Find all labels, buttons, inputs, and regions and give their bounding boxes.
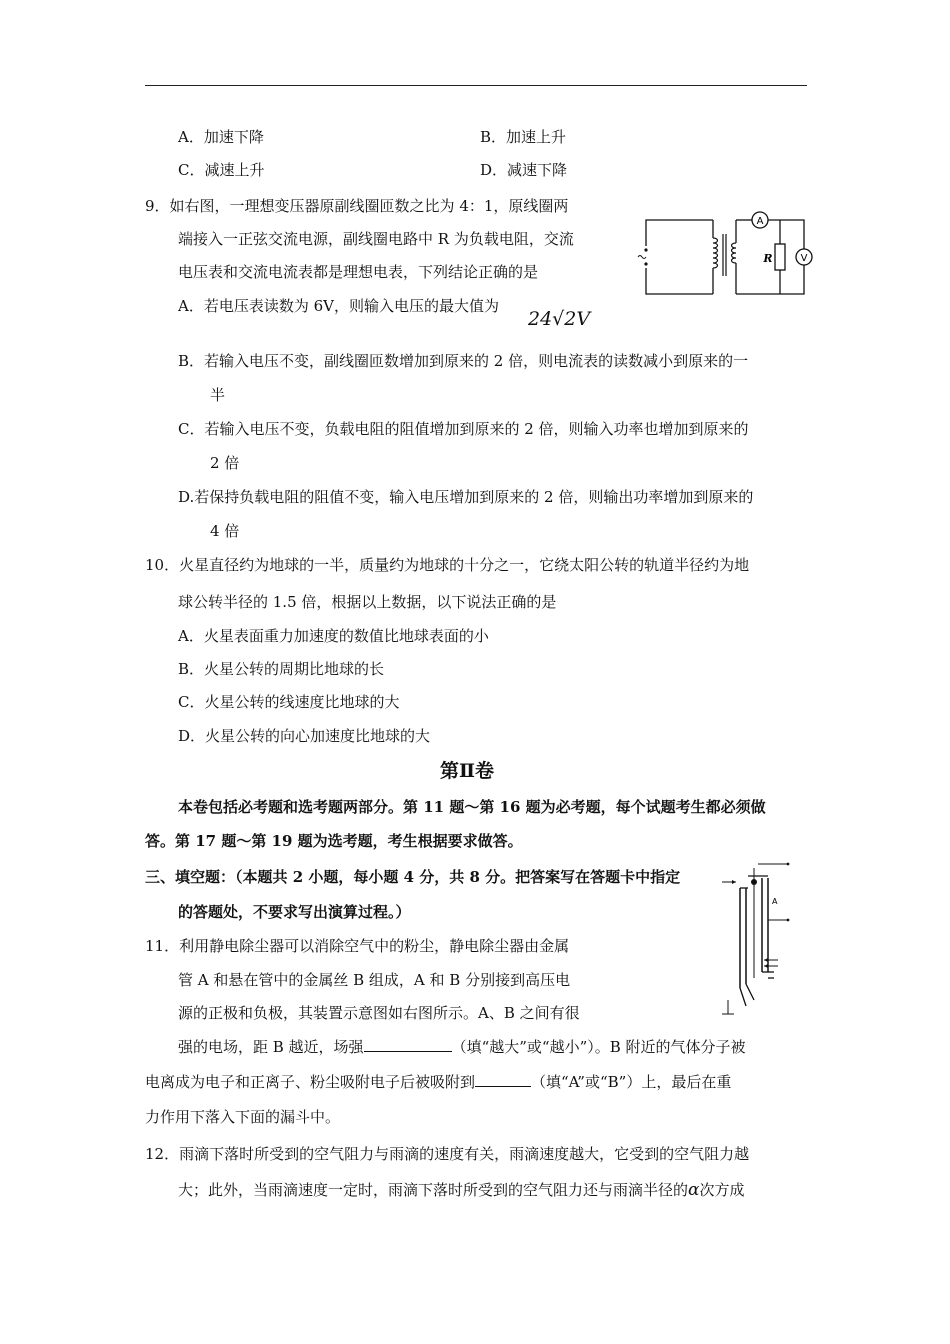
q8-option-d: D．减速下降 bbox=[480, 161, 568, 179]
resistor-icon bbox=[775, 244, 785, 270]
q12-line-1: 12．雨滴下落时所受到的空气阻力与雨滴的速度有关，雨滴速度越大，它受到的空气阻力越 bbox=[145, 1145, 750, 1163]
q10-option-b: B．火星公转的周期比地球的长 bbox=[178, 660, 385, 678]
alpha-symbol: α bbox=[688, 1180, 700, 1200]
q8-option-a: A．加速下降 bbox=[178, 128, 264, 146]
resistor-label: R bbox=[763, 252, 773, 265]
part-3-heading-line-2: 的答题处，不要求写出演算过程。） bbox=[178, 903, 411, 921]
section-2-title: 第Ⅱ卷 bbox=[440, 760, 495, 782]
q11-line-4 bbox=[178, 1037, 746, 1057]
q11-line-4-text-b: （填“越大”或“越小”）。B 附近的气体分子被 bbox=[451, 1038, 746, 1056]
q9-option-c-line-1: C．若输入电压不变，负载电阻的阻值增加到原来的 2 倍，则输入功率也增加到原来的 bbox=[178, 420, 749, 438]
q9-stem-line-3: 电压表和交流电流表都是理想电表，下列结论正确的是 bbox=[178, 263, 539, 281]
q9-option-a-formula: 24√2V bbox=[528, 308, 591, 330]
q9-stem-line-1: 9．如右图，一理想变压器原副线圈匝数之比为 4：1，原线圈两 bbox=[145, 197, 569, 215]
q10-option-a: A．火星表面重力加速度的数值比地球表面的小 bbox=[178, 627, 489, 645]
q10-option-d: D．火星公转的向心加速度比地球的大 bbox=[178, 727, 431, 745]
q9-stem-line-2: 端接入一正弦交流电源，副线圈电路中 R 为负载电阻，交流 bbox=[178, 230, 574, 248]
q10-option-c: C．火星公转的线速度比地球的大 bbox=[178, 693, 400, 711]
electrostatic-precipitator-figure bbox=[718, 860, 798, 1020]
q11-answer-blank-2[interactable] bbox=[475, 1072, 531, 1087]
q11-answer-blank-1[interactable] bbox=[364, 1037, 452, 1052]
q11-line-2: 管 A 和悬在管中的金属丝 B 组成，A 和 B 分别接到高压电 bbox=[178, 971, 571, 989]
part-3-heading-line-1: 三、填空题：（本题共 2 小题，每小题 4 分，共 8 分。把答案写在答题卡中指定 bbox=[145, 868, 681, 886]
q11-line-6: 力作用下落入下面的漏斗中。 bbox=[145, 1108, 341, 1126]
q9-option-c-line-2: 2 倍 bbox=[210, 454, 240, 472]
q9-option-a: A．若电压表读数为 6V，则输入电压的最大值为 bbox=[178, 297, 499, 315]
section-2-intro-line-2: 答。第 17 题～第 19 题为选考题，考生根据要求做答。 bbox=[145, 832, 523, 850]
header-rule bbox=[145, 85, 807, 86]
section-2-intro-line-1: 本卷包括必考题和选考题两部分。第 11 题～第 16 题为必考题，每个试题考生都必须做 bbox=[178, 798, 766, 816]
q10-stem-line-1: 10．火星直径约为地球的一半，质量约为地球的十分之一，它绕太阳公转的轨道半径约为地 bbox=[145, 556, 750, 574]
q11-line-5 bbox=[145, 1072, 731, 1092]
q11-line-5-text-b: （填“A”或“B”）上，最后在重 bbox=[531, 1073, 732, 1091]
q12-line-2-text-a: 大；此外，当雨滴速度一定时，雨滴下落时所受到的空气阻力还与雨滴半径的 bbox=[178, 1181, 689, 1199]
ammeter-label: A bbox=[756, 216, 764, 227]
q11-line-5-text-a: 电离成为电子和正离子、粉尘吸附电子后被吸附到 bbox=[145, 1073, 476, 1091]
q9-option-d-line-2: 4 倍 bbox=[210, 522, 240, 540]
q11-line-3: 源的正极和负极，其装置示意图如右图所示。A、B 之间有很 bbox=[178, 1004, 580, 1022]
q12-line-2-text-b: 次方成 bbox=[699, 1181, 745, 1199]
q11-line-1: 11．利用静电除尘器可以消除空气中的粉尘，静电除尘器由金属 bbox=[145, 937, 570, 955]
q8-option-b: B．加速上升 bbox=[480, 128, 567, 146]
q11-line-4-text-a: 强的电场，距 B 越近，场强 bbox=[178, 1038, 364, 1056]
q9-option-d-line-1: D.若保持负载电阻的阻值不变，输入电压增加到原来的 2 倍，则输出功率增加到原来的 bbox=[178, 488, 754, 506]
q8-option-c: C．减速上升 bbox=[178, 161, 265, 179]
voltmeter-label: V bbox=[800, 253, 808, 264]
q12-line-2 bbox=[178, 1180, 745, 1200]
tube-label: A bbox=[772, 897, 778, 906]
q9-option-b-line-2: 半 bbox=[210, 386, 226, 404]
q10-stem-line-2: 球公转半径的 1.5 倍，根据以上数据，以下说法正确的是 bbox=[178, 593, 557, 611]
transformer-circuit-figure bbox=[628, 210, 828, 300]
q9-option-b-line-1: B．若输入电压不变，副线圈匝数增加到原来的 2 倍，则电流表的读数减小到原来的一 bbox=[178, 352, 749, 370]
